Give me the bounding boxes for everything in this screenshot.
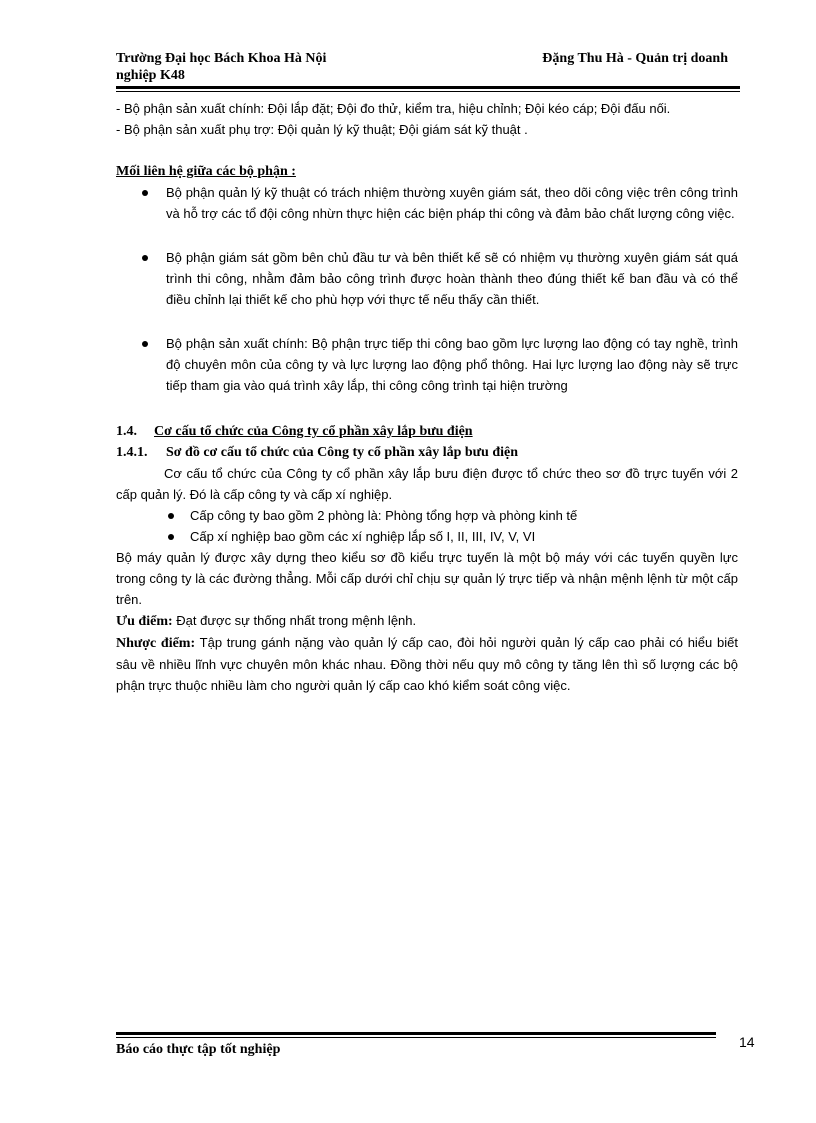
list-item: Bộ phận sản xuất chính: Bộ phận trực tiếp thi công bao gồm lực lượng lao động có tay nghề, trình độ chuyên môn của công ty và lực lượng lao động phổ thông. Hai lực lượng lao động này sẽ trực tiếp tham gia vào quá trình xây lắp, thi công công trình tại hiện trường	[116, 333, 738, 396]
paragraph-structure: Cơ cấu tổ chức của Công ty cổ phần xây lắp bưu điện được tổ chức theo sơ đồ trực tuyến với 2 cấp quản lý. Đó là cấp công ty và cấp xí nghiệp.	[116, 466, 738, 502]
bullet-icon	[142, 341, 148, 347]
header-author: Đặng Thu Hà - Quản trị doanh	[542, 51, 728, 66]
document-body	[116, 98, 738, 696]
page-number: 14	[739, 1034, 755, 1050]
header-author-cont: nghiệp K48	[116, 68, 185, 83]
footer-rule	[116, 1032, 716, 1035]
header-school: Trường Đại học Bách Khoa Hà Nội	[116, 51, 327, 66]
paragraph-disadvantage: Nhược điểm: Tập trung gánh nặng vào quản lý cấp cao, đòi hỏi người quản lý cấp cao phải có hiểu biết sâu về nhiều lĩnh vực chuyên môn khác nhau. Đồng thời nếu quy mô công ty tăng lên thì số lượng các bộ phận trực thuộc nhiều làm cho người quản lý cấp cao khó kiểm soát công việc.	[116, 635, 738, 693]
relation-list	[116, 182, 738, 396]
list-item: Bộ phận giám sát gồm bên chủ đầu tư và bên thiết kế sẽ có nhiệm vụ thường xuyên giám sát quá trình thi công, nhằm đảm bảo công trình được hoàn thành theo đúng thiết kế ban đầu và có thể điều chỉnh lại thiết kế cho phù hợp với thực tế nếu thấy cần thiết.	[116, 247, 738, 310]
bullet-icon	[168, 513, 174, 519]
bullet-icon	[142, 190, 148, 196]
paragraph-advantage: Ưu điểm: Đạt được sự thống nhất trong mệnh lệnh.	[116, 613, 417, 629]
list-item: Cấp công ty bao gồm 2 phòng là: Phòng tổng hợp và phòng kinh tế	[116, 505, 738, 526]
paragraph-main-production: - Bộ phận sản xuất chính: Đội lắp đặt; Đội đo thử, kiểm tra, hiệu chỉnh; Đội kéo cáp; Đội đấu nối.	[116, 101, 671, 116]
level-list	[116, 505, 738, 547]
paragraph-management: Bộ máy quản lý được xây dựng theo kiểu sơ đồ kiểu trực tuyến là một bộ máy với các tuyến quyền lực trong công ty là các đường thẳng. Mỗi cấp dưới chỉ chịu sự quản lý trực tiếp và nhận mệnh lệnh từ một cấp trên.	[116, 550, 738, 607]
disadvantage-label: Nhược điểm:	[116, 636, 196, 651]
section-heading: 1.4. Cơ cấu tổ chức của Công ty cổ phần xây lắp bưu điện	[116, 424, 473, 439]
subsection-heading: 1.4.1. Sơ đồ cơ cấu tổ chức của Công ty cổ phần xây lắp bưu điện	[116, 445, 519, 460]
header-rule-thin	[116, 91, 740, 92]
advantage-label: Ưu điểm:	[116, 614, 173, 629]
header-rule	[116, 86, 740, 89]
bullet-icon	[142, 255, 148, 261]
list-item: Bộ phận quản lý kỹ thuật có trách nhiệm thường xuyên giám sát, theo dõi công việc trên công trình và hỗ trợ các tổ đội công nhừn thực hiện các biện pháp thi công và đảm bảo chất lượng công việc.	[116, 182, 738, 224]
relation-heading: Mối liên hệ giữa các bộ phận :	[116, 164, 296, 179]
footer-title: Báo cáo thực tập tốt nghiệp	[116, 1042, 281, 1057]
bullet-icon	[168, 534, 174, 540]
paragraph-support-production: - Bộ phận sản xuất phụ trợ: Đội quản lý kỹ thuật; Đội giám sát kỹ thuật .	[116, 122, 528, 137]
list-item: Cấp xí nghiệp bao gồm các xí nghiệp lắp số I, II, III, IV, V, VI	[116, 526, 738, 547]
footer-rule-thin	[116, 1037, 716, 1038]
